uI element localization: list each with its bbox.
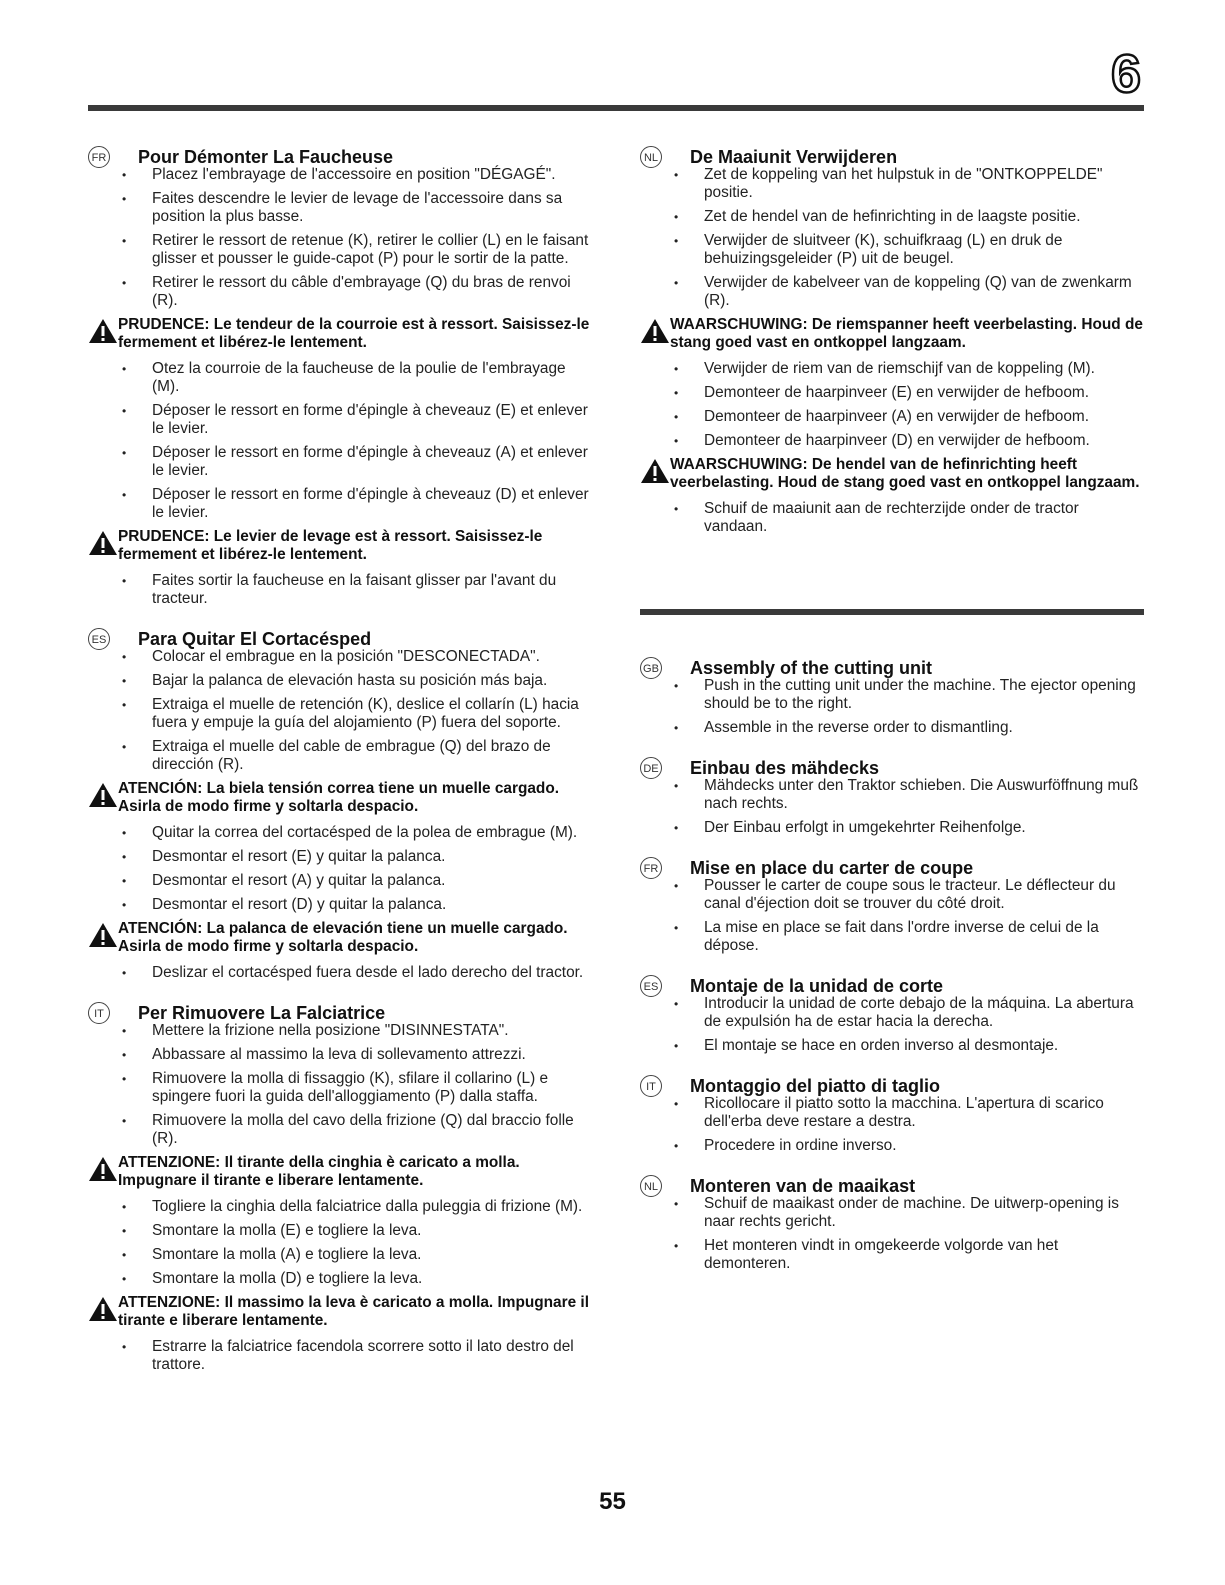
instruction-list xyxy=(88,648,592,774)
language-badge: GB xyxy=(640,657,662,679)
section-title: Montaje de la unidad de corte xyxy=(690,976,944,996)
right-column-top xyxy=(640,146,1144,556)
section-title: Para Quitar El Cortacésped xyxy=(138,629,372,649)
warning-triangle-icon xyxy=(88,1296,118,1322)
language-badge: IT xyxy=(88,1002,110,1024)
instruction-list xyxy=(640,677,1144,737)
list-item: • Desmontar el resort (D) y quitar la palanca. xyxy=(152,896,592,914)
section-fr xyxy=(640,857,1144,955)
list-item: • Rimuovere la molla del cavo della frizione (Q) dal braccio folle (R). xyxy=(152,1112,592,1148)
list-item: • Abbassare al massimo la leva di sollevamento attrezzi. xyxy=(152,1046,592,1064)
warning-text: WAARSCHUWING: De riemspanner heeft veerbelasting. Houd de stang goed vast en ontkoppel langzaam. xyxy=(670,316,1143,351)
section-title: Montaggio del piatto di taglio xyxy=(690,1076,940,1096)
list-item: • Smontare la molla (D) e togliere la leva. xyxy=(152,1270,592,1288)
section-divider xyxy=(640,609,1144,615)
list-item: • Mähdecks unter den Traktor schieben. Die Auswurföffnung muß nach rechts. xyxy=(704,777,1144,813)
page-number: 55 xyxy=(599,1488,626,1515)
list-item: • Faites sortir la faucheuse en la faisant glisser par l'avant du tracteur. xyxy=(152,572,592,608)
instruction-list xyxy=(640,360,1144,450)
list-item: • El montaje se hace en orden inverso al desmontaje. xyxy=(704,1037,1144,1055)
list-item: • Bajar la palanca de elevación hasta su posición más baja. xyxy=(152,672,592,690)
list-item: • Verwijder de kabelveer van de koppeling (Q) van de zwenkarm (R). xyxy=(704,274,1144,310)
list-item: • Retirer le ressort de retenue (K), retirer le collier (L) en le faisant glisser et pousser le guide-capot (P) pour le sortir de la patte. xyxy=(152,232,592,268)
section-nl xyxy=(640,146,1144,536)
chapter-number: 6 xyxy=(1110,44,1142,104)
list-item: • Mettere la frizione nella posizione "DISINNESTATA". xyxy=(152,1022,592,1040)
list-item: • Extraiga el muelle del cable de embrague (Q) del brazo de dirección (R). xyxy=(152,738,592,774)
warning-text: ATTENZIONE: Il tirante della cinghia è caricato a molla. Impugnare il tirante e liberare lentamente. xyxy=(118,1154,520,1189)
section-fr xyxy=(88,146,592,608)
language-badge: DE xyxy=(640,757,662,779)
instruction-list xyxy=(88,360,592,522)
list-item: • Verwijder de sluitveer (K), schuifkraag (L) en druk de behuizingsgeleider (P) uit de beugel. xyxy=(704,232,1144,268)
list-item: • Otez la courroie de la faucheuse de la poulie de l'embrayage (M). xyxy=(152,360,592,396)
header-rule xyxy=(88,105,1144,111)
section-heading xyxy=(640,146,1144,166)
list-item: • Deslizar el cortacésped fuera desde el lado derecho del tractor. xyxy=(152,964,592,982)
list-item: • Desmontar el resort (A) y quitar la palanca. xyxy=(152,872,592,890)
warning-notice xyxy=(640,316,1144,352)
section-gb xyxy=(640,657,1144,737)
list-item: • Verwijder de riem van de riemschijf van de koppeling (M). xyxy=(704,360,1144,378)
list-item: • Quitar la correa del cortacésped de la polea de embrague (M). xyxy=(152,824,592,842)
left-column xyxy=(88,146,592,1394)
warning-text: PRUDENCE: Le levier de levage est à ressort. Saisissez-le fermement et libérez-le lentement. xyxy=(118,528,543,563)
list-item: • Der Einbau erfolgt in umgekehrter Reihenfolge. xyxy=(704,819,1144,837)
instruction-list xyxy=(88,572,592,608)
section-it xyxy=(640,1075,1144,1155)
list-item: • Demonteer de haarpinveer (A) en verwijder de hefboom. xyxy=(704,408,1144,426)
language-badge: IT xyxy=(640,1075,662,1097)
section-title: Assembly of the cutting unit xyxy=(690,658,933,678)
section-heading xyxy=(640,975,1144,995)
section-de xyxy=(640,757,1144,837)
instruction-list xyxy=(88,1338,592,1374)
warning-triangle-icon xyxy=(88,530,118,556)
list-item: • Smontare la molla (A) e togliere la leva. xyxy=(152,1246,592,1264)
language-badge: ES xyxy=(88,628,110,650)
section-title: Einbau des mähdecks xyxy=(690,758,880,778)
instruction-list xyxy=(640,877,1144,955)
section-heading xyxy=(88,146,592,166)
language-badge: FR xyxy=(88,146,110,168)
list-item: • Push in the cutting unit under the machine. The ejector opening should be to the right. xyxy=(704,677,1144,713)
section-es xyxy=(88,628,592,982)
list-item: • Pousser le carter de coupe sous le tracteur. Le déflecteur du canal d'éjection doit se trouver du côté droit. xyxy=(704,877,1144,913)
instruction-list xyxy=(88,1022,592,1148)
section-title: Per Rimuovere La Falciatrice xyxy=(138,1003,386,1023)
list-item: • Placez l'embrayage de l'accessoire en position "DÉGAGÉ". xyxy=(152,166,592,184)
list-item: • Rimuovere la molla di fissaggio (K), sfilare il collarino (L) e spingere fuori la guida dell'alloggiamento (P) dalla staffa. xyxy=(152,1070,592,1106)
list-item: • Smontare la molla (E) e togliere la leva. xyxy=(152,1222,592,1240)
list-item: • Demonteer de haarpinveer (E) en verwijder de hefboom. xyxy=(704,384,1144,402)
section-heading xyxy=(88,628,592,648)
language-badge: NL xyxy=(640,146,662,168)
section-title: Mise en place du carter de coupe xyxy=(690,858,974,878)
list-item: • Desmontar el resort (E) y quitar la palanca. xyxy=(152,848,592,866)
instruction-list xyxy=(88,824,592,914)
section-it xyxy=(88,1002,592,1374)
warning-notice xyxy=(640,456,1144,492)
warning-triangle-icon xyxy=(88,318,118,344)
instruction-list xyxy=(88,964,592,982)
instruction-list xyxy=(640,500,1144,536)
language-badge: FR xyxy=(640,857,662,879)
warning-notice xyxy=(88,920,592,956)
list-item: • Estrarre la falciatrice facendola scorrere sotto il lato destro del trattore. xyxy=(152,1338,592,1374)
list-item: • Colocar el embrague en la posición "DESCONECTADA". xyxy=(152,648,592,666)
list-item: • Schuif de maaiunit aan de rechterzijde onder de tractor vandaan. xyxy=(704,500,1144,536)
warning-triangle-icon xyxy=(88,782,118,808)
list-item: • Retirer le ressort du câble d'embrayage (Q) du bras de renvoi (R). xyxy=(152,274,592,310)
section-nl xyxy=(640,1175,1144,1273)
list-item: • Procedere in ordine inverso. xyxy=(704,1137,1144,1155)
list-item: • Déposer le ressort en forme d'épingle à cheveauz (A) et enlever le levier. xyxy=(152,444,592,480)
list-item: • Déposer le ressort en forme d'épingle à cheveauz (E) et enlever le levier. xyxy=(152,402,592,438)
warning-text: ATTENZIONE: Il massimo la leva è caricato a molla. Impugnare il tirante e liberare lentamente. xyxy=(118,1294,589,1329)
list-item: • Zet de koppeling van het hulpstuk in de "ONTKOPPELDE" positie. xyxy=(704,166,1144,202)
section-title: De Maaiunit Verwijderen xyxy=(690,147,898,167)
list-item: • Ricollocare il piatto sotto la macchina. L'apertura di scarico dell'erba deve restare a destra. xyxy=(704,1095,1144,1131)
list-item: • Schuif de maaikast onder de machine. De uitwerp-opening is naar rechts gericht. xyxy=(704,1195,1144,1231)
right-column-bottom xyxy=(640,657,1144,1293)
language-badge: ES xyxy=(640,975,662,997)
instruction-list xyxy=(640,777,1144,837)
warning-notice xyxy=(88,316,592,352)
list-item: • Introducir la unidad de corte debajo de la máquina. La abertura de expulsión ha de estar hacia la derecha. xyxy=(704,995,1144,1031)
section-heading xyxy=(640,757,1144,777)
list-item: • Het monteren vindt in omgekeerde volgorde van het demonteren. xyxy=(704,1237,1144,1273)
instruction-list xyxy=(640,166,1144,310)
list-item: • Déposer le ressort en forme d'épingle à cheveauz (D) et enlever le levier. xyxy=(152,486,592,522)
instruction-list xyxy=(640,995,1144,1055)
warning-notice xyxy=(88,528,592,564)
instruction-list xyxy=(640,1095,1144,1155)
instruction-list xyxy=(88,166,592,310)
section-title: Monteren van de maaikast xyxy=(690,1176,916,1196)
warning-text: ATENCIÓN: La palanca de elevación tiene un muelle cargado. Asirla de modo firme y soltarla despacio. xyxy=(118,920,568,955)
warning-text: WAARSCHUWING: De hendel van de hefinrichting heeft veerbelasting. Houd de stang goed vast en ontkoppel langzaam. xyxy=(670,456,1140,491)
instruction-list xyxy=(640,1195,1144,1273)
warning-notice xyxy=(88,780,592,816)
list-item: • Zet de hendel van de hefinrichting in de laagste positie. xyxy=(704,208,1144,226)
section-heading xyxy=(640,1175,1144,1195)
section-heading xyxy=(640,1075,1144,1095)
warning-triangle-icon xyxy=(640,458,670,484)
section-heading xyxy=(88,1002,592,1022)
list-item: • Togliere la cinghia della falciatrice dalla puleggia di frizione (M). xyxy=(152,1198,592,1216)
warning-text: PRUDENCE: Le tendeur de la courroie est à ressort. Saisissez-le fermement et libérez-le lentement. xyxy=(118,316,590,351)
warning-triangle-icon xyxy=(640,318,670,344)
list-item: • Assemble in the reverse order to dismantling. xyxy=(704,719,1144,737)
warning-triangle-icon xyxy=(88,922,118,948)
section-heading xyxy=(640,857,1144,877)
section-title: Pour Démonter La Faucheuse xyxy=(138,147,394,167)
warning-notice xyxy=(88,1154,592,1190)
warning-triangle-icon xyxy=(88,1156,118,1182)
warning-notice xyxy=(88,1294,592,1330)
section-es xyxy=(640,975,1144,1055)
list-item: • La mise en place se fait dans l'ordre inverse de celui de la dépose. xyxy=(704,919,1144,955)
language-badge: NL xyxy=(640,1175,662,1197)
instruction-list xyxy=(88,1198,592,1288)
list-item: • Faites descendre le levier de levage de l'accessoire dans sa position la plus basse. xyxy=(152,190,592,226)
warning-text: ATENCIÓN: La biela tensión correa tiene un muelle cargado. Asirla de modo firme y soltarla despacio. xyxy=(118,780,560,815)
list-item: • Extraiga el muelle de retención (K), deslice el collarín (L) hacia fuera y empuje la guía del alojamiento (P) fuera del soporte. xyxy=(152,696,592,732)
list-item: • Demonteer de haarpinveer (D) en verwijder de hefboom. xyxy=(704,432,1144,450)
section-heading xyxy=(640,657,1144,677)
